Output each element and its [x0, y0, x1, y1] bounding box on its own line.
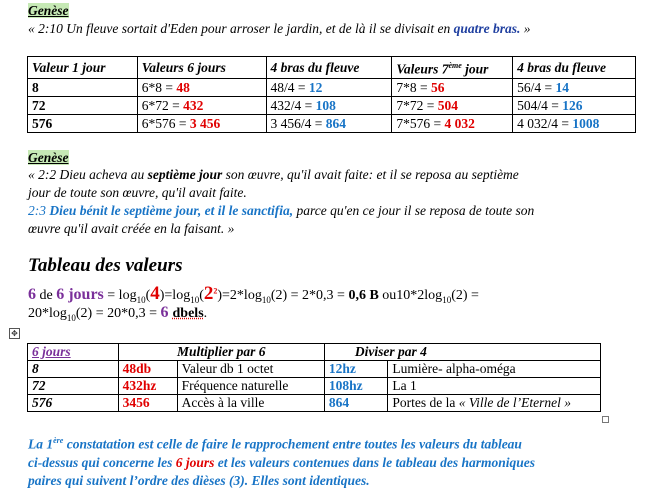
table-row: 8 48db Valeur db 1 octet 12hz Lumière- alpha-oméga: [28, 361, 601, 378]
header-cell: Multiplier par 6: [118, 344, 324, 361]
header-cell: 6 jours: [28, 344, 119, 361]
header-cell: Valeurs 6 jours: [137, 57, 266, 79]
genese-heading-2: Genèse: [28, 150, 69, 165]
table-row: 72 6*72 = 432 432/4 = 108 7*72 = 504 504/4 = 126: [28, 96, 636, 114]
values-table: [27, 56, 636, 133]
table-row: 576 3456 Accès à la ville 864 Portes de la « Ville de l’Eternel »: [28, 395, 601, 412]
formula-line-2: $20*\log_{10}(2) = 20*0,3 = 6$ dbels.: [28, 304, 208, 323]
table-row: 72 432hz Fréquence naturelle 108hz La 1: [28, 378, 601, 395]
formula-line-1: 6 de 6 jours = $\log_{10}(4)=\log_{10}(2^2)=2*\log_{10}(2) = 2*0,3 = 0,6$ B $ou10*2\log_{10}(2)$ =: [28, 283, 479, 305]
header-cell: 4 bras du fleuve: [266, 57, 392, 79]
tableau-title: Tableau des valeurs: [28, 255, 183, 276]
header-cell: Valeur 1 jour: [28, 57, 138, 79]
section1-heading: [28, 3, 69, 19]
table-move-handle-icon[interactable]: ✥: [9, 328, 20, 339]
table-row: 8 6*8 = 48 48/4 = 12 7*8 = 56 56/4 = 14: [28, 78, 636, 96]
genese-2-2-line1: « 2:2 Dieu acheva au septième jour son œuvre, qu'il avait faite: et il se reposa au septième: [28, 167, 519, 182]
values-table-header: [28, 57, 636, 79]
genese-2-3-line2: œuvre qu'il avait créée en la faisant. »: [28, 221, 235, 236]
genese-heading-1: Genèse: [28, 3, 69, 18]
header-cell: 4 bras du fleuve: [513, 57, 636, 79]
harmonics-table: [27, 343, 601, 412]
table-row: 576 6*576 = 3 456 3 456/4 = 864 7*576 = 4 032 4 032/4 = 1008: [28, 114, 636, 132]
table-resize-handle-icon[interactable]: [602, 416, 609, 423]
section2-heading: [28, 150, 69, 166]
conclusion-line-1: La 1ère constatation est celle de faire le rapprochement entre toutes les valeurs du tableau: [28, 436, 522, 452]
conclusion-line-2: ci-dessus qui concerne les 6 jours et les valeurs contenues dans le tableau des harmoniques: [28, 455, 536, 470]
header-cell: Valeurs 7ème jour: [392, 57, 513, 79]
genese-2-2-line2: jour de toute son œuvre, qu'il avait faite.: [28, 185, 247, 200]
genese-2-10-quote: « 2:10 Un fleuve sortait d'Eden pour arroser le jardin, et de là il se divisait en quatre bras. »: [28, 21, 531, 36]
header-cell: Diviser par 4: [324, 344, 600, 361]
conclusion-line-3: paires qui suivent l’ordre des dièses (3). Elles sont identiques.: [28, 473, 370, 488]
genese-2-3-line1: 2:3 Dieu bénit le septième jour, et il le sanctifia, parce qu'en ce jour il se reposa de toute son: [28, 203, 535, 218]
harmonics-table-header: [28, 344, 601, 361]
